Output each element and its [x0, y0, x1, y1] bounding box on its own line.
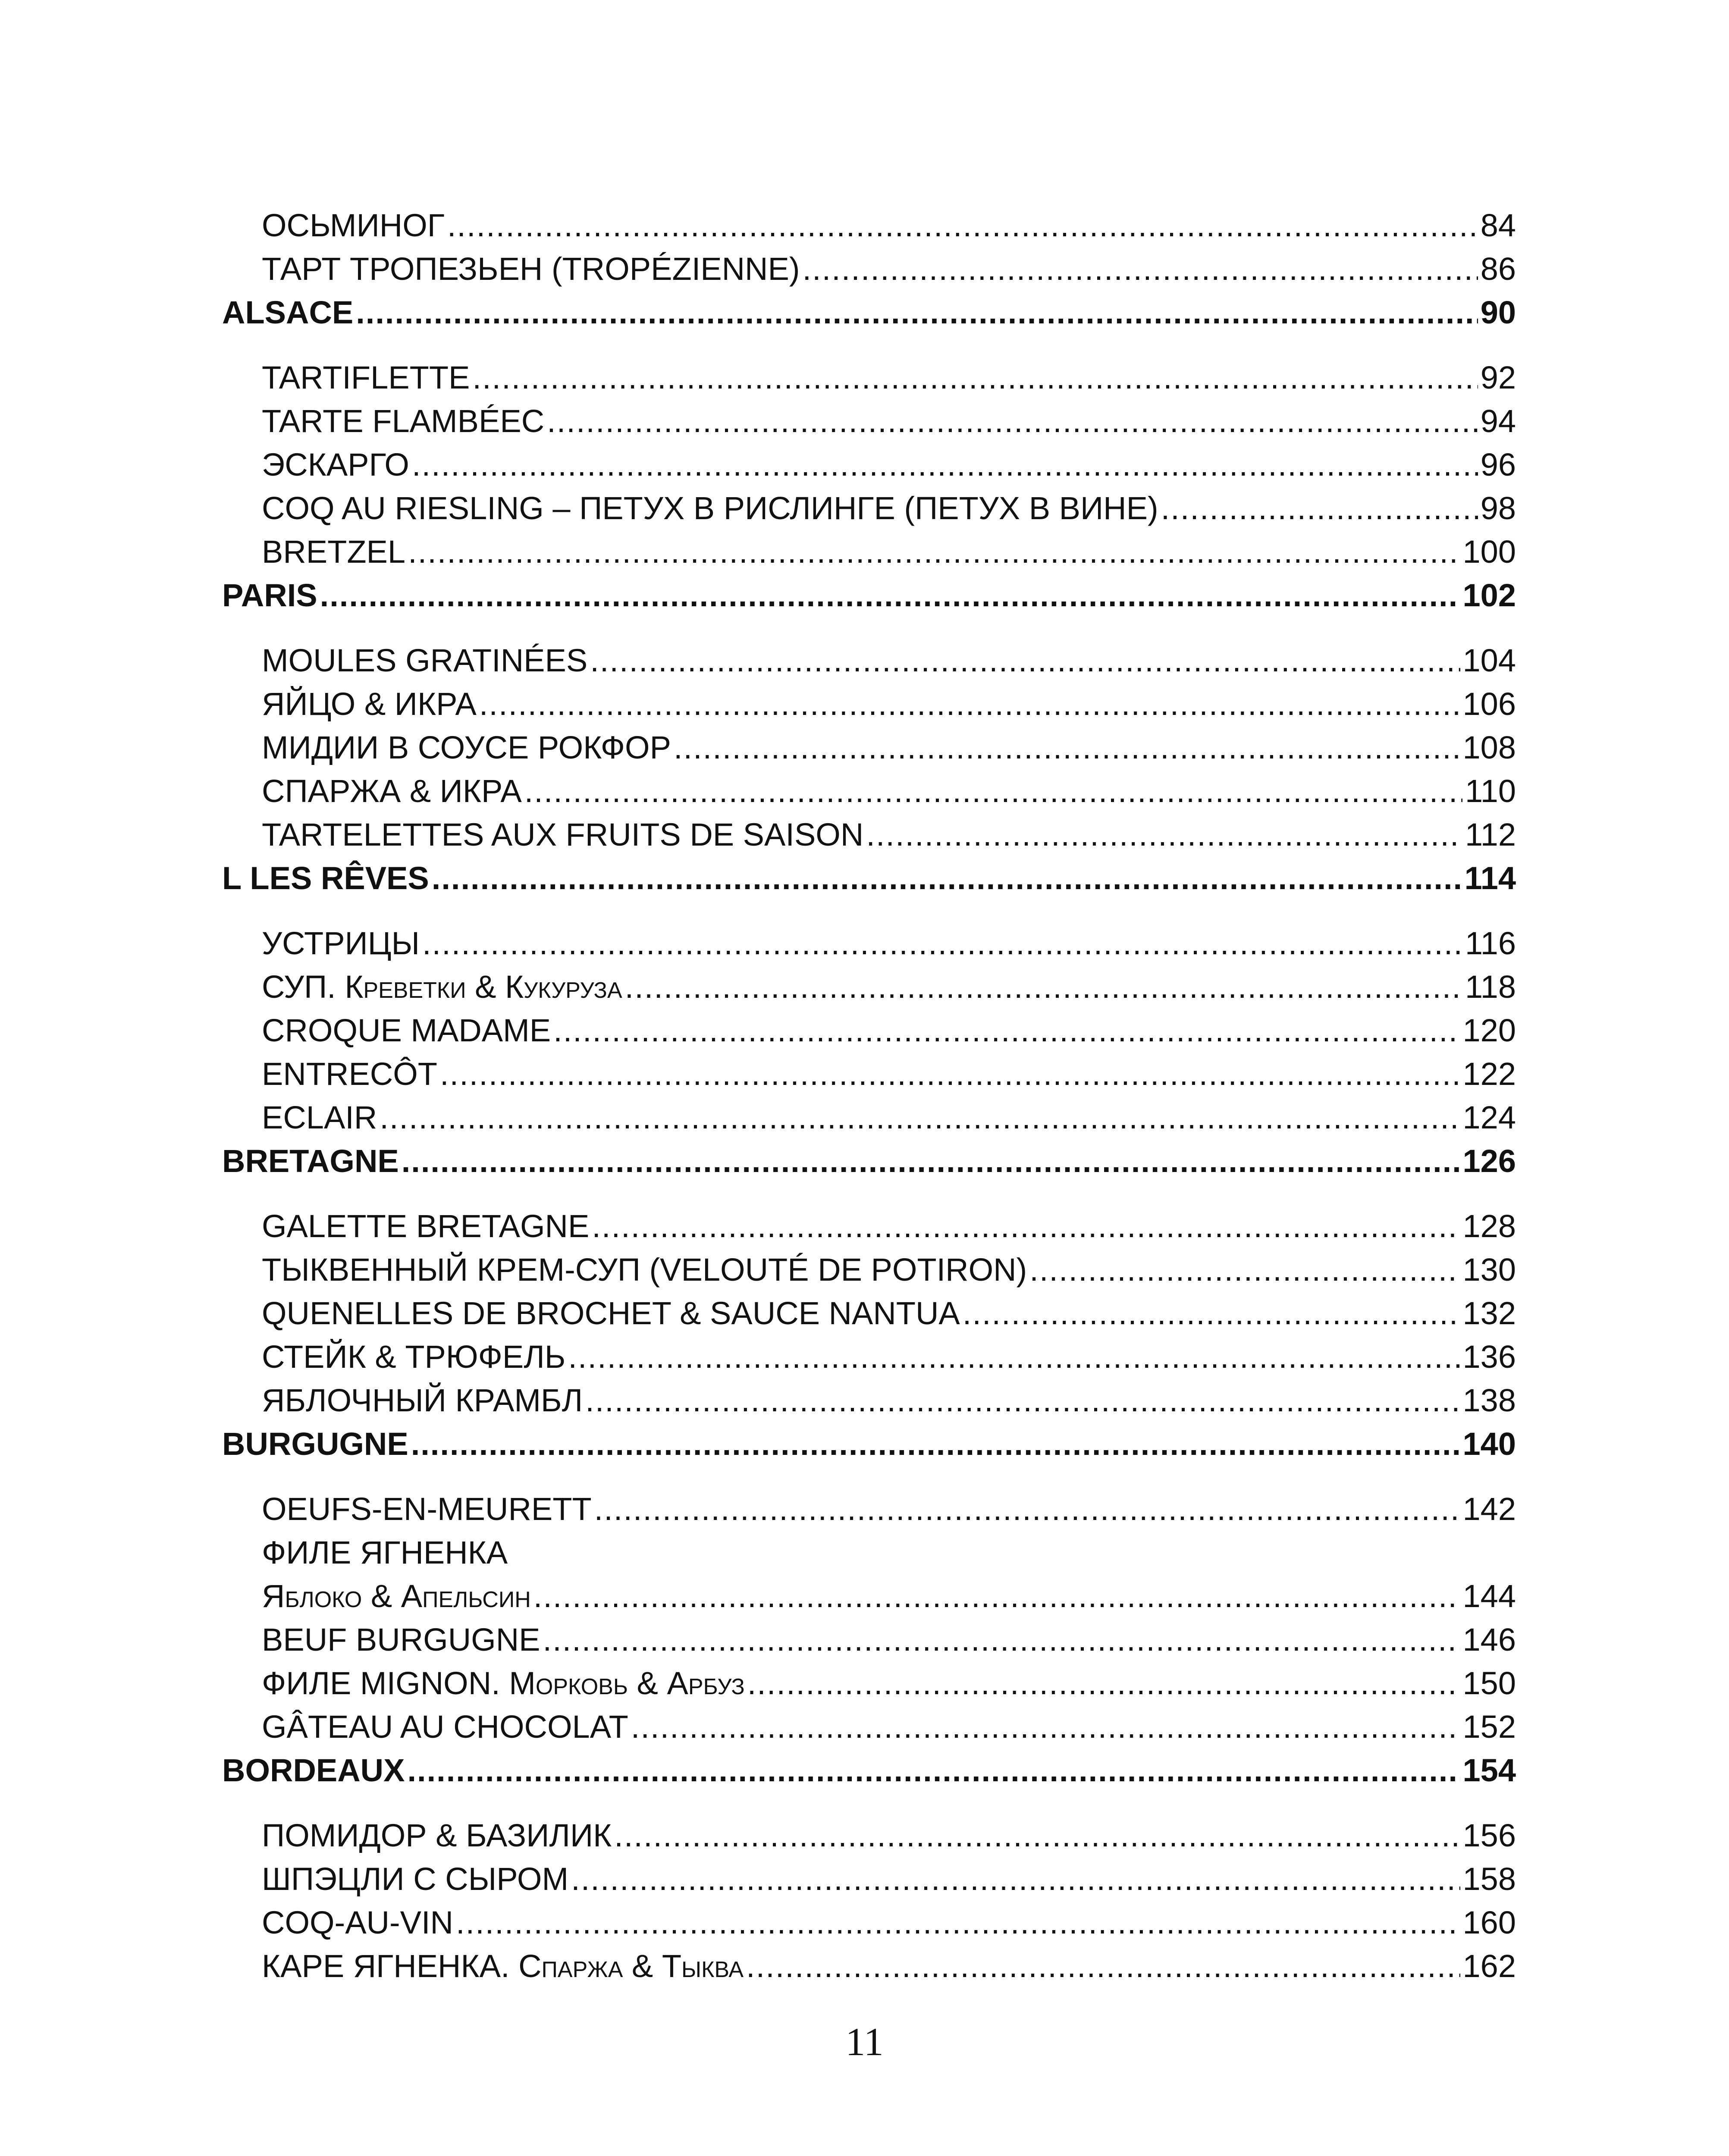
- toc-page-number: 128: [1462, 1208, 1516, 1244]
- toc-entry-row: [222, 726, 1516, 769]
- toc-page-number: 156: [1462, 1818, 1516, 1853]
- toc-page-number: 140: [1462, 1426, 1516, 1462]
- toc-title-text: СУП.: [262, 969, 345, 1005]
- toc-page-number: 92: [1480, 360, 1516, 395]
- toc-title-text: TARTE FLAMBÉEC: [262, 403, 545, 439]
- dot-leader: [440, 1052, 1460, 1096]
- toc-entry-title: [262, 1204, 589, 1248]
- toc-section-row: [222, 1749, 1516, 1792]
- toc-page-number: 100: [1462, 534, 1516, 570]
- dot-leader: [553, 1009, 1460, 1052]
- toc-entry-title: [262, 247, 800, 291]
- dot-leader: [585, 1379, 1460, 1422]
- toc-page-number: 116: [1465, 925, 1516, 961]
- toc-page-number: 154: [1462, 1752, 1516, 1788]
- toc-title-smallcaps: Яблоко & Апельсин: [262, 1578, 531, 1614]
- toc-entry-title: [262, 1096, 377, 1139]
- toc-title-text: TARTIFLETTE: [262, 360, 470, 395]
- toc-entry-row: [222, 682, 1516, 726]
- toc-entry-row: [222, 1574, 1516, 1618]
- table-of-contents: [222, 204, 1516, 1988]
- toc-title-text: TARTELETTES AUX FRUITS DE SAISON: [262, 817, 864, 852]
- toc-section-row: [222, 856, 1516, 900]
- toc-title-text: PARIS: [222, 577, 317, 613]
- toc-entry-row: [222, 1291, 1516, 1335]
- dot-leader: [803, 247, 1478, 291]
- toc-entry-title: [262, 1901, 453, 1944]
- toc-entry-row: [222, 1335, 1516, 1379]
- dot-leader: [571, 1857, 1460, 1901]
- toc-title-text: ECLAIR: [262, 1100, 377, 1135]
- toc-entry-title: [262, 1857, 568, 1901]
- toc-entry-row: [222, 1618, 1516, 1661]
- toc-entry-title: [262, 1574, 531, 1618]
- toc-entry-title: [262, 356, 470, 399]
- toc-entry-row: [222, 1248, 1516, 1291]
- toc-entry-title: [262, 204, 445, 247]
- toc-page-number: 112: [1465, 817, 1516, 852]
- toc-title-text: OEUFS-EN-MEURETT: [262, 1491, 592, 1527]
- toc-title-text: МИДИИ В СОУСЕ РОКФОР: [262, 730, 671, 765]
- toc-entry-row: [222, 443, 1516, 486]
- dot-leader: [533, 1574, 1460, 1618]
- toc-title-text: ALSACE: [222, 295, 354, 330]
- toc-entry-row: [222, 530, 1516, 573]
- toc-page-number: 132: [1462, 1295, 1516, 1331]
- dot-leader: [592, 1204, 1460, 1248]
- toc-page-number: 90: [1480, 295, 1516, 330]
- toc-page-number: 122: [1462, 1056, 1516, 1092]
- toc-section-title: [222, 1422, 408, 1466]
- toc-entry-title: [262, 682, 477, 726]
- toc-page-number: 162: [1462, 1948, 1516, 1984]
- toc-entry-row: [222, 1944, 1516, 1988]
- dot-leader: [614, 1814, 1460, 1857]
- dot-leader: [524, 769, 1462, 813]
- dot-leader: [479, 682, 1460, 726]
- dot-leader: [356, 291, 1478, 334]
- toc-section-row: [222, 1422, 1516, 1466]
- dot-leader: [472, 356, 1478, 399]
- toc-page-number: 94: [1480, 403, 1516, 439]
- toc-entry-title: [262, 965, 622, 1009]
- toc-entry-title: [262, 1291, 960, 1335]
- dot-leader: [456, 1901, 1460, 1944]
- toc-entry-row: [222, 1204, 1516, 1248]
- toc-title-text: ЭСКАРГО: [262, 447, 409, 483]
- toc-title-text: COQ-AU-VIN: [262, 1905, 453, 1940]
- toc-title-text: BORDEAUX: [222, 1752, 405, 1788]
- toc-page-number: 96: [1480, 447, 1516, 483]
- toc-entry-row: [222, 1096, 1516, 1139]
- toc-page-number: 150: [1462, 1665, 1516, 1701]
- dot-leader: [746, 1944, 1460, 1988]
- dot-leader: [407, 1749, 1460, 1792]
- toc-title-text: СТЕЙК & ТРЮФЕЛЬ: [262, 1339, 566, 1375]
- toc-title-text: MOULES GRATINÉES: [262, 642, 588, 678]
- toc-entry-row: [222, 1052, 1516, 1096]
- toc-entry-row: [222, 356, 1516, 399]
- toc-page-number: 136: [1462, 1339, 1516, 1375]
- toc-section-title: [222, 291, 353, 334]
- toc-page-number: 108: [1462, 730, 1516, 765]
- toc-title-text: ОСЬМИНОГ: [262, 207, 445, 243]
- toc-entry-row: [222, 486, 1516, 530]
- toc-section-row: [222, 1139, 1516, 1183]
- toc-entry-row: [222, 813, 1516, 856]
- dot-leader: [408, 530, 1460, 573]
- toc-title-text: BRETZEL: [262, 534, 406, 570]
- toc-entry-row: [222, 1487, 1516, 1531]
- dot-leader: [1161, 486, 1478, 530]
- toc-entry-row: [222, 769, 1516, 813]
- dot-leader: [432, 856, 1462, 900]
- toc-page-number: 104: [1462, 642, 1516, 678]
- toc-title-text: КАРЕ ЯГНЕНКА.: [262, 1948, 519, 1984]
- dot-leader: [594, 1487, 1460, 1531]
- toc-section-title: [222, 1749, 405, 1792]
- dot-leader: [411, 1422, 1460, 1466]
- toc-page-number: 124: [1462, 1100, 1516, 1135]
- toc-entry-title: [262, 1661, 745, 1705]
- toc-section-title: [222, 856, 429, 900]
- toc-section-row: [222, 573, 1516, 617]
- toc-title-text: GALETTE BRETAGNE: [262, 1208, 590, 1244]
- toc-page-number: 144: [1462, 1578, 1516, 1614]
- dot-leader: [963, 1291, 1460, 1335]
- toc-entry-row: [222, 1531, 1516, 1574]
- toc-entry-title: [262, 1335, 565, 1379]
- toc-page-number: 84: [1480, 207, 1516, 243]
- toc-entry-title: [262, 1618, 540, 1661]
- toc-title-text: GÂTEAU AU CHOCOLAT: [262, 1709, 628, 1745]
- dot-leader: [320, 573, 1460, 617]
- toc-entry-title: [262, 769, 522, 813]
- toc-entry-title: [262, 813, 863, 856]
- toc-entry-title: [262, 1814, 612, 1857]
- toc-entry-title: [262, 639, 587, 682]
- toc-entry-row: [222, 921, 1516, 965]
- toc-entry-row: [222, 965, 1516, 1009]
- toc-entry-row: [222, 1857, 1516, 1901]
- toc-title-text: ФИЛЕ MIGNON.: [262, 1665, 509, 1701]
- toc-entry-row: [222, 1814, 1516, 1857]
- toc-page-number: 142: [1462, 1491, 1516, 1527]
- toc-title-text: ФИЛЕ ЯГНЕНКА: [262, 1535, 508, 1570]
- toc-title-text: СПАРЖА & ИКРА: [262, 773, 522, 809]
- toc-entry-title: [262, 1052, 437, 1096]
- toc-title-text: COQ AU RIESLING – ПЕТУХ В РИСЛИНГЕ (ПЕТУХ В ВИНЕ): [262, 490, 1158, 526]
- toc-title-smallcaps: Спаржа & Тыква: [518, 1948, 744, 1984]
- toc-entry-title: [262, 530, 405, 573]
- toc-entry-row: [222, 1009, 1516, 1052]
- dot-leader: [866, 813, 1462, 856]
- toc-page-number: 110: [1465, 773, 1516, 809]
- toc-entry-title: [262, 443, 409, 486]
- toc-page-number: 160: [1462, 1905, 1516, 1940]
- toc-page-number: 146: [1462, 1622, 1516, 1658]
- dot-leader: [674, 726, 1460, 769]
- toc-entry-title: [262, 1944, 744, 1988]
- toc-entry-title: [262, 1531, 508, 1574]
- dot-leader: [747, 1661, 1460, 1705]
- toc-title-text: ШПЭЦЛИ С СЫРОМ: [262, 1861, 569, 1897]
- toc-entry-row: [222, 1661, 1516, 1705]
- toc-page-number: 114: [1464, 860, 1516, 896]
- toc-page-number: 98: [1480, 490, 1516, 526]
- toc-page-number: 130: [1462, 1252, 1516, 1288]
- toc-page-number: 126: [1462, 1143, 1516, 1179]
- dot-leader: [447, 204, 1478, 247]
- dot-leader: [568, 1335, 1460, 1379]
- toc-entry-title: [262, 726, 671, 769]
- toc-entry-row: [222, 247, 1516, 291]
- toc-title-text: ПОМИДОР & БАЗИЛИК: [262, 1818, 612, 1853]
- toc-entry-title: [262, 921, 420, 965]
- toc-entry-row: [222, 639, 1516, 682]
- dot-leader: [412, 443, 1478, 486]
- toc-entry-title: [262, 1705, 628, 1749]
- dot-leader: [1029, 1248, 1460, 1291]
- toc-entry-row: [222, 1901, 1516, 1944]
- toc-section-title: [222, 1139, 399, 1183]
- dot-leader: [631, 1705, 1460, 1749]
- toc-entry-row: [222, 399, 1516, 443]
- toc-page-number: 102: [1462, 577, 1516, 613]
- toc-page-number: 138: [1462, 1382, 1516, 1418]
- toc-entry-title: [262, 399, 544, 443]
- dot-leader: [547, 399, 1478, 443]
- page-number: 11: [845, 2020, 884, 2064]
- toc-title-text: BURGUGNE: [222, 1426, 408, 1462]
- toc-page-number: 152: [1462, 1709, 1516, 1745]
- toc-page-number: 106: [1462, 686, 1516, 722]
- dot-leader: [625, 965, 1462, 1009]
- toc-title-text: ЯБЛОЧНЫЙ КРАМБЛ: [262, 1382, 583, 1418]
- toc-page-number: 120: [1462, 1012, 1516, 1048]
- toc-entry-row: [222, 204, 1516, 247]
- toc-title-smallcaps: Креветки & Кукуруза: [345, 969, 622, 1005]
- toc-title-text: CROQUE MADAME: [262, 1012, 551, 1048]
- toc-entry-title: [262, 1248, 1027, 1291]
- toc-title-smallcaps: Морковь & Арбуз: [509, 1665, 745, 1701]
- toc-page-number: 118: [1465, 969, 1516, 1005]
- toc-entry-title: [262, 486, 1158, 530]
- toc-title-text: BRETAGNE: [222, 1143, 399, 1179]
- toc-title-text: QUENELLES DE BROCHET & SAUCE NANTUA: [262, 1295, 960, 1331]
- dot-leader: [422, 921, 1462, 965]
- toc-entry-row: [222, 1379, 1516, 1422]
- toc-page-number: 158: [1462, 1861, 1516, 1897]
- toc-title-text: УСТРИЦЫ: [262, 925, 420, 961]
- toc-title-text: ТАРТ ТРОПЕЗЬЕН (TROPÉZIENNE): [262, 251, 800, 287]
- dot-leader: [543, 1618, 1460, 1661]
- toc-entry-title: [262, 1009, 551, 1052]
- toc-entry-title: [262, 1487, 592, 1531]
- toc-title-text: L LES RÊVES: [222, 860, 429, 896]
- toc-page-number: 86: [1480, 251, 1516, 287]
- toc-entry-row: [222, 1705, 1516, 1749]
- dot-leader: [402, 1139, 1460, 1183]
- toc-title-text: ТЫКВЕННЫЙ КРЕМ-СУП (VELOUTÉ DE POTIRON): [262, 1252, 1027, 1288]
- dot-leader: [380, 1096, 1460, 1139]
- toc-section-row: [222, 291, 1516, 334]
- toc-entry-title: [262, 1379, 583, 1422]
- toc-title-text: ЯЙЦО & ИКРА: [262, 686, 477, 722]
- toc-section-title: [222, 573, 317, 617]
- toc-title-text: ENTRECÔT: [262, 1056, 437, 1092]
- dot-leader: [590, 639, 1460, 682]
- toc-title-text: BEUF BURGUGNE: [262, 1622, 540, 1658]
